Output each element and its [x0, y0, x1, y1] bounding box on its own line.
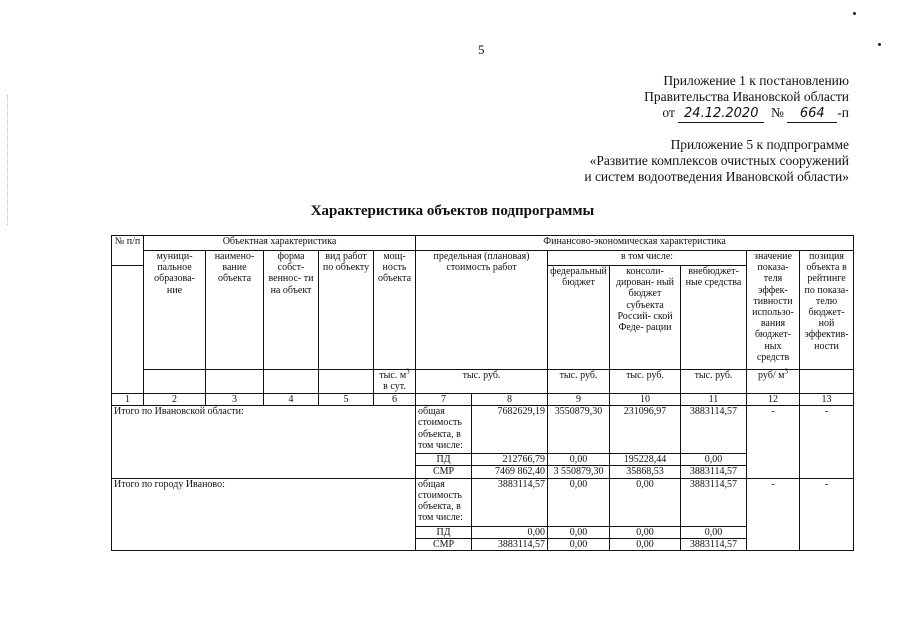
cell-federal: 0,00 [548, 454, 610, 466]
row-type: общая стоимость объекта, в том числе: [416, 478, 472, 526]
cell-federal: 0,00 [548, 478, 610, 526]
row-type: общая стоимость объекта, в том числе: [416, 406, 472, 454]
cell-extra: 3883114,57 [681, 406, 747, 454]
cell-rating: - [800, 478, 854, 550]
header-work-type: вид работ по объекту [319, 251, 374, 370]
col-number: 4 [264, 394, 319, 406]
cell-extra: 3883114,57 [681, 466, 747, 478]
unit-cost: тыс. руб. [416, 370, 548, 394]
cell-regional: 35868,53 [610, 466, 681, 478]
handwritten-date: 24.12.2020 [678, 106, 764, 123]
cell-total: 3883114,57 [472, 478, 548, 526]
col-number: 5 [319, 394, 374, 406]
header-object-group: Объектная характеристика [144, 236, 416, 251]
cell-total: 212766,79 [472, 454, 548, 466]
row-type: СМР [416, 538, 472, 550]
header-max-cost: предельная (плановая) стоимость работ [416, 251, 548, 370]
unit-regional: тыс. руб. [610, 370, 681, 394]
appendix-5-line1: Приложение 5 к подпрограмме [670, 137, 849, 152]
header-number: № п/п [112, 236, 144, 266]
units-blank [264, 370, 319, 394]
header-finance-group: Финансово-экономическая характеристика [416, 236, 854, 251]
cell-total: 0,00 [472, 526, 548, 538]
appendix-1-line2: Правительства Ивановской области [644, 89, 849, 104]
appendix-1-date-line: от 24.12.2020 № 664 -п [662, 105, 849, 121]
cell-regional: 0,00 [610, 478, 681, 526]
cell-total: 3883114,57 [472, 538, 548, 550]
header-federal: федеральный бюджет [548, 266, 610, 370]
header-including: в том числе: [548, 251, 747, 266]
cell-federal: 0,00 [548, 526, 610, 538]
col-number: 6 [374, 394, 416, 406]
header-no-blank [112, 266, 144, 370]
cell-federal: 3 550879,30 [548, 466, 610, 478]
unit-federal: тыс. руб. [548, 370, 610, 394]
cell-efficiency: - [747, 478, 800, 550]
header-ownership: форма собст- веннос- ти на объект [264, 251, 319, 370]
cell-regional: 195228,44 [610, 454, 681, 466]
col-number: 10 [610, 394, 681, 406]
cell-extra: 3883114,57 [681, 538, 747, 550]
units-blank [800, 370, 854, 394]
cell-extra: 0,00 [681, 526, 747, 538]
header-municipality: муници- пальное образова- ние [144, 251, 206, 370]
col-number: 8 [472, 394, 548, 406]
appendix-5-line2: «Развитие комплексов очистных сооружений [589, 153, 849, 168]
page-number: 5 [478, 42, 485, 57]
header-capacity: мощ- ность объекта [374, 251, 416, 370]
col-number: 2 [144, 394, 206, 406]
section-label-city: Итого по городу Иваново: [112, 478, 416, 550]
units-blank [206, 370, 264, 394]
header-efficiency: значение показа- теля эффек- тивности использо- вания бюджет- ных средств [747, 251, 800, 370]
col-number: 1 [112, 394, 144, 406]
document-title: Характеристика объектов подпрограммы [310, 203, 595, 219]
col-number: 3 [206, 394, 264, 406]
cell-federal: 3550879,30 [548, 406, 610, 454]
appendix-1-block [644, 73, 849, 123]
header-extrabudget: внебюджет- ные средства [681, 266, 747, 370]
row-type: ПД [416, 526, 472, 538]
unit-extra: тыс. руб. [681, 370, 747, 394]
header-object-name: наимено- вание объекта [206, 251, 264, 370]
cell-regional: 231096,97 [610, 406, 681, 454]
unit-efficiency: руб/ $м^3$ [747, 370, 800, 394]
row-type: ПД [416, 454, 472, 466]
header-regional: консоли- дирован- ный бюджет субъекта Россий- ской Феде- рации [610, 266, 681, 370]
cell-extra: 3883114,57 [681, 478, 747, 526]
appendix-5-line3: и систем водоотведения Ивановской области» [584, 169, 849, 184]
col-number: 12 [747, 394, 800, 406]
cell-regional: 0,00 [610, 538, 681, 550]
cell-efficiency: - [747, 406, 800, 478]
objects-table [111, 235, 854, 551]
cell-federal: 0,00 [548, 538, 610, 550]
col-number: 9 [548, 394, 610, 406]
unit-capacity: тыс. $м^3$ в сут. [374, 370, 416, 394]
cell-total: 7682629,19 [472, 406, 548, 454]
cell-regional: 0,00 [610, 526, 681, 538]
col-number: 7 [416, 394, 472, 406]
appendix-5-block [584, 137, 849, 185]
scan-speck [878, 43, 881, 46]
section-label-region: Итого по Ивановской области: [112, 406, 416, 478]
scan-speck [853, 12, 856, 15]
row-type: СМР [416, 466, 472, 478]
units-blank [112, 370, 144, 394]
header-rating: позиция объекта в рейтинге по показа- телю бюджет- ной эффектив- ности [800, 251, 854, 370]
col-number: 13 [800, 394, 854, 406]
cell-extra: 0,00 [681, 454, 747, 466]
units-blank [319, 370, 374, 394]
col-number: 11 [681, 394, 747, 406]
cell-rating: - [800, 406, 854, 478]
appendix-1-line1: Приложение 1 к постановлению [663, 73, 849, 88]
handwritten-number: 664 [787, 106, 837, 123]
cell-total: 7469 862,40 [472, 466, 548, 478]
units-blank [144, 370, 206, 394]
